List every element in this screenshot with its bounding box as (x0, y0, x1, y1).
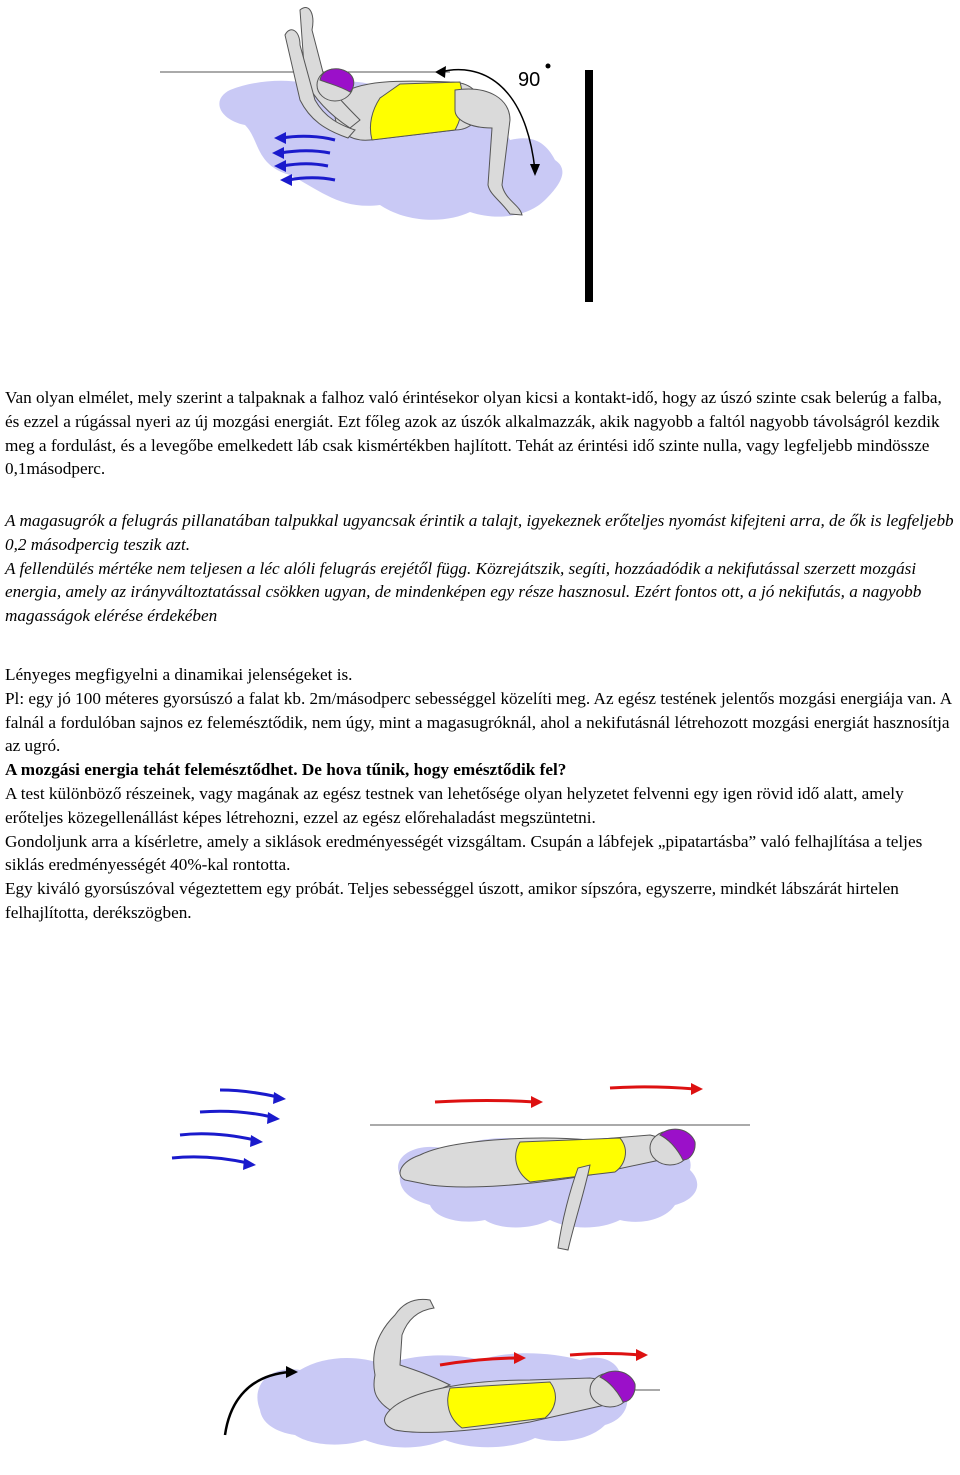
dynamics-line-5: Gondoljunk arra a kísérletre, amely a siklások eredményességét vizsgáltam. Csupán a lábfejek „pipatartásba” való felhajlítása a teljes siklás eredményességét 40%-kal rontotta. (5, 831, 923, 875)
gliding-swimmer-figure (150, 1080, 760, 1265)
paragraph-theory (5, 386, 955, 481)
dynamics-line-6: Egy kiváló gyorsúszóval végeztettem egy próbát. Teljes sebességgel úszott, amikor sípszóra, egyszerre, mindkét lábszárát hirtelen felhajlította, derékszögben. (5, 879, 899, 922)
angle-label: 90 (518, 69, 541, 91)
paragraph-high-jump (5, 509, 955, 628)
dynamics-line-4: A test különböző részeinek, vagy magának az egész testnek van lehetősége olyan helyzetet felvenni egy igen rövid idő alatt, amely erőteljes közegellenállást képes létrehozni, ezzel az egész előrehaladást megszüntetni. (5, 783, 904, 827)
high-jump-line-1: A magasugrók a felugrás pillanatában talpukkal ugyancsak érintik a talajt, igyekeznek erőteljes nyomást kifejteni arra, de ők is legfeljebb 0,2 másodpercig teszik azt. (5, 511, 954, 554)
high-jump-line-2: A fellendülés mértéke nem teljesen a léc alóli felugrás erejétől függ. Közrejátszik, segíti, hozzáadódik a nekifutással szerzett mozgási energia, amely az irányváltoztatással csökken ugyan, de mindenképen egy része hasznosul. Ezért fontos ott, a jó nekifutás, a nagyobb magasságok elérése érdekében (5, 558, 922, 626)
legs-flexed-figure (150, 1260, 710, 1475)
paragraph-theory-text: Van olyan elmélet, mely szerint a talpaknak a falhoz való érintésekor olyan kicsi a kontakt-idő, hogy az úszó szinte csak belerúg a falba, és ezzel a rúgással nyeri az új mozgási energiát. Ezt főleg azok az úszók alkalmazzák, akik nagyobb a faltól nagyobb távolságról kezdik meg a fordulást, és a levegőbe emelkedett láb csak kismértékben hajlított. Tehát az érintési idő szinte nulla, vagy legfeljebb mindössze 0,1másodperc. (5, 388, 942, 479)
dynamics-line-2: Pl: egy jó 100 méteres gyorsúszó a falat kb. 2m/másodperc sebességgel közelíti meg. Az egész testének jelentős mozgási energiája van. A falnál a fordulóban sajnos ez felemésztődik, nem úgy, mint a magasugróknál, ahol a nekifutásnál létrehozott mozgási energiát hasznosítja az ugró. (5, 688, 952, 756)
red-arrows-mid (435, 1087, 695, 1102)
degree-dot (546, 64, 551, 69)
dynamics-line-1: Lényeges megfigyelni a dinamikai jelenségeket is. (5, 665, 353, 684)
dynamics-question: A mozgási energia tehát felemésztődhet. De hova tűnik, hogy emésztődik fel? (5, 760, 567, 780)
blue-flow-arrows-mid (172, 1090, 278, 1163)
paragraph-dynamics (5, 663, 955, 925)
swimmer-wall-turn-figure (150, 0, 610, 305)
pool-wall (585, 70, 593, 302)
angle-arrow-head (435, 66, 446, 78)
blue-arrow-heads-mid (243, 1092, 286, 1170)
